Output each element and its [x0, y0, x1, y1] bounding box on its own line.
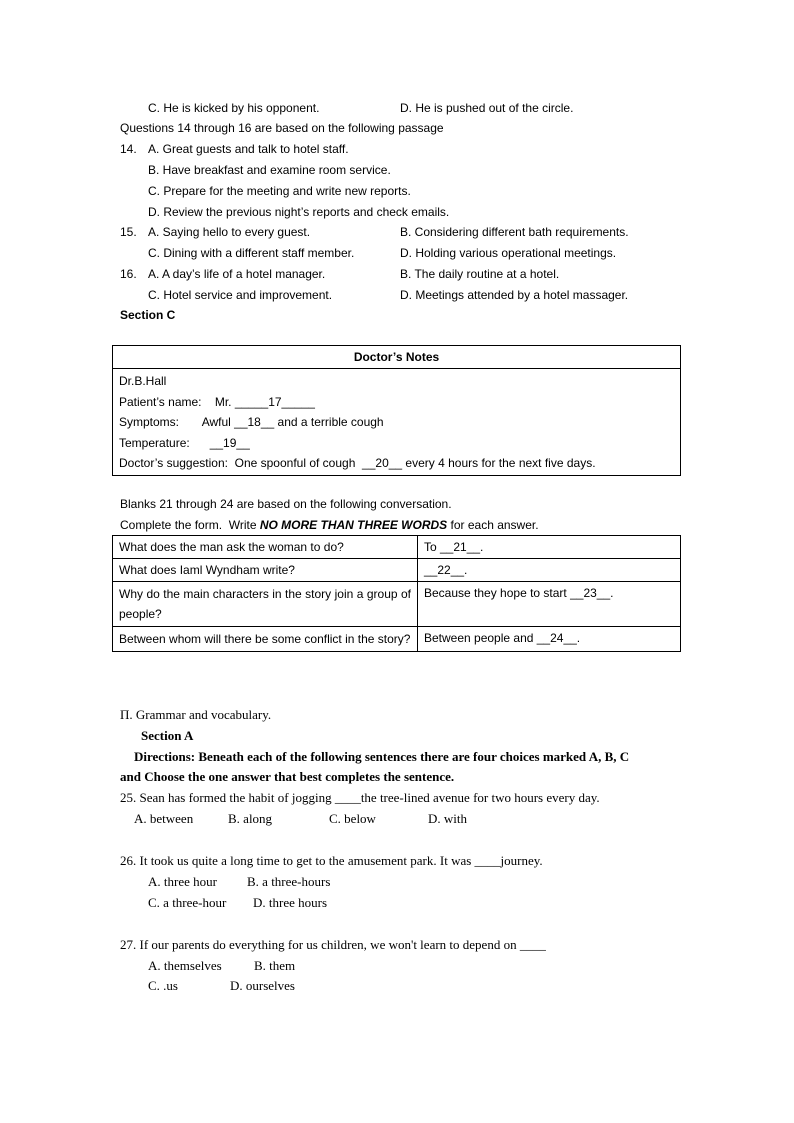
q14-option-c: C. Prepare for the meeting and write new reports.	[148, 184, 411, 198]
q15-option-b: B. Considering different bath requirements.	[400, 225, 629, 239]
q14-option-a: A. Great guests and talk to hotel staff.	[148, 142, 349, 156]
directions-line-1: Directions: Beneath each of the following sentences there are four choices marked A, B, C	[134, 749, 630, 764]
q16-option-a: A. A day’s life of a hotel manager.	[148, 267, 326, 281]
patient-name-label: Patient’s name: Mr.	[119, 394, 235, 409]
q25-stem: 25. Sean has formed the habit of jogging ____the tree-lined avenue for two hours every day.	[120, 790, 600, 805]
q13-option-c: C. He is kicked by his opponent.	[148, 101, 320, 115]
q14-number: 14.	[120, 142, 137, 156]
q14-option-d: D. Review the previous night’s reports and check emails.	[148, 205, 450, 219]
q13-option-d: D. He is pushed out of the circle.	[400, 101, 574, 115]
form-question-1: What does the man ask the woman to do?	[113, 536, 418, 559]
q16-number: 16.	[120, 267, 137, 281]
blank-19: __19__	[209, 435, 250, 450]
section-a-heading: Section A	[141, 728, 194, 743]
q27-option-a: A. themselves	[148, 958, 222, 973]
complete-post: for each answer.	[447, 518, 539, 532]
form-answer-1: To __21__.	[418, 536, 681, 559]
temperature-label: Temperature:	[119, 435, 210, 450]
part2-title: Π. Grammar and vocabulary.	[120, 707, 272, 722]
q26-option-c: C. a three-hour	[148, 895, 227, 910]
doctor-name: Dr.B.Hall	[119, 374, 167, 388]
blank-18: __18__	[234, 415, 275, 429]
suggestion-rest: every 4 hours for the next five days.	[402, 456, 596, 470]
q26-option-a: A. three hour	[148, 874, 217, 889]
q25-option-b: B. along	[228, 811, 273, 826]
q15-option-c: C. Dining with a different staff member.	[148, 246, 355, 260]
form-answer-4: Between people and __24__.	[418, 627, 681, 652]
suggestion-label: Doctor’s suggestion: One spoonful of cough	[119, 456, 363, 470]
q25-option-c: C. below	[329, 811, 376, 826]
form-answer-3: Because they hope to start __23__.	[418, 582, 681, 627]
form-question-2: What does Iaml Wyndham write?	[113, 559, 418, 582]
q27-option-d: D. ourselves	[230, 978, 295, 993]
q26-stem: 26. It took us quite a long time to get to the amusement park. It was ____journey.	[120, 853, 543, 868]
doctors-notes-body	[113, 369, 681, 476]
q16-option-b: B. The daily routine at a hotel.	[400, 267, 560, 281]
section-c-heading: Section C	[120, 308, 176, 322]
q27-stem: 27. If our parents do everything for us children, we won't learn to depend on ____	[120, 937, 546, 952]
q16-option-c: C. Hotel service and improvement.	[148, 288, 333, 302]
blank-20: __20__	[362, 456, 403, 470]
q26-option-d: D. three hours	[253, 895, 328, 910]
q26-option-b: B. a three-hours	[247, 874, 331, 889]
blank-17: _____17_____	[234, 394, 315, 409]
form-question-3: Why do the main characters in the story join a group of people?	[113, 582, 418, 627]
complete-instructions	[120, 517, 539, 533]
q25-option-a: A. between	[134, 811, 194, 826]
form-question-4: Between whom will there be some conflict in the story?	[113, 627, 418, 652]
form-answer-2: __22__.	[418, 559, 681, 582]
patient-name-row	[119, 392, 674, 413]
temperature-row	[119, 433, 674, 454]
suggestion-row	[119, 453, 674, 474]
symptoms-label: Symptoms: Awful	[119, 415, 235, 429]
q25-option-d: D. with	[428, 811, 467, 826]
q15-option-a: A. Saying hello to every guest.	[148, 225, 311, 239]
complete-pre: Complete the form. Write	[120, 518, 260, 532]
q15-option-d: D. Holding various operational meetings.	[400, 246, 617, 260]
q16-option-d: D. Meetings attended by a hotel massager.	[400, 288, 629, 302]
complete-emphasis: NO MORE THAN THREE WORDS	[259, 518, 448, 532]
q14-16-intro: Questions 14 through 16 are based on the following passage	[120, 121, 444, 135]
conversation-form-table	[112, 535, 681, 652]
doctors-notes-title: Doctor’s Notes	[113, 346, 681, 369]
symptoms-row	[119, 412, 674, 433]
directions-line-2: and Choose the one answer that best completes the sentence.	[120, 769, 455, 784]
q15-number: 15.	[120, 225, 137, 239]
doctors-notes-table	[112, 345, 681, 476]
q27-option-c: C. .us	[148, 978, 178, 993]
blanks-intro: Blanks 21 through 24 are based on the following conversation.	[120, 497, 452, 511]
q14-option-b: B. Have breakfast and examine room service.	[148, 163, 391, 177]
symptoms-rest: and a terrible cough	[274, 415, 384, 429]
q27-option-b: B. them	[254, 958, 296, 973]
